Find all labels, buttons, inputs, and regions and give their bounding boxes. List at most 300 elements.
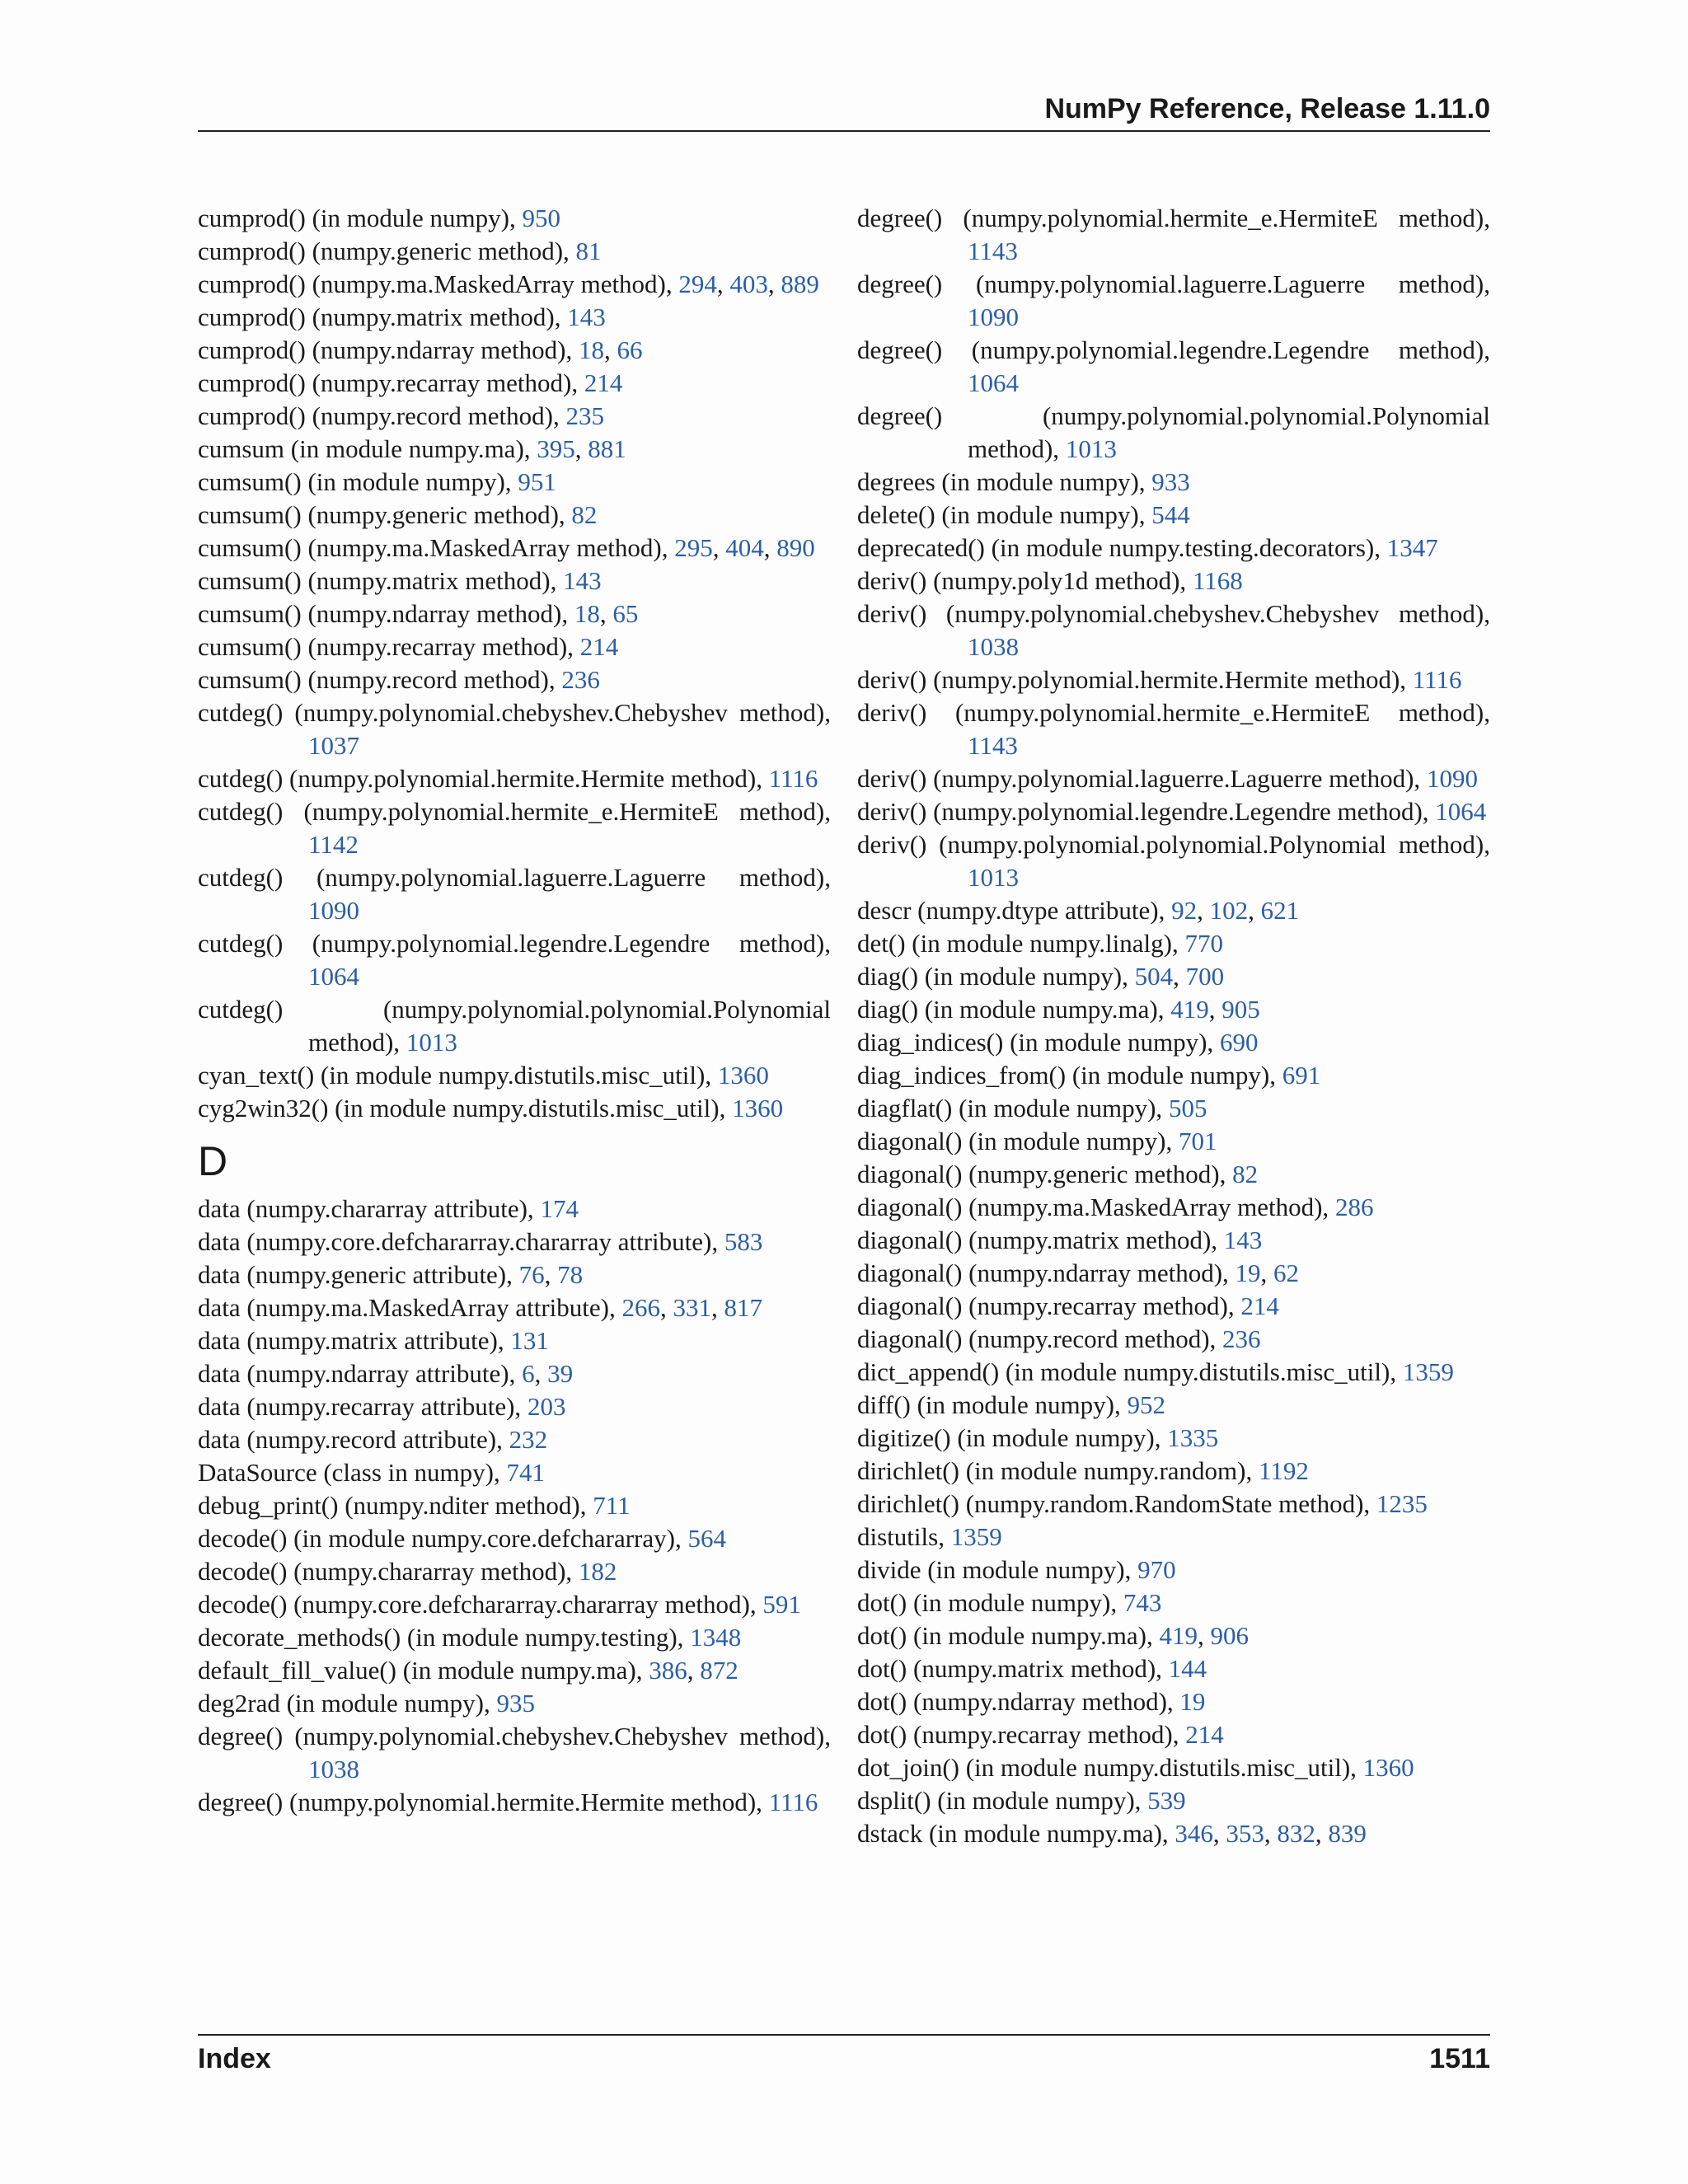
index-entry-term: deriv() (numpy.polynomial.hermite.Hermite method), — [857, 665, 1413, 694]
page-link[interactable]: 1116 — [768, 764, 818, 793]
page-link[interactable]: 174 — [540, 1194, 579, 1223]
index-entry-term: deriv() (numpy.polynomial.polynomial.Polynomial method), — [857, 830, 1490, 859]
index-entry — [857, 1191, 1490, 1224]
index-entry-term: diagonal() (numpy.generic method), — [857, 1160, 1233, 1188]
index-entry — [857, 1652, 1490, 1685]
index-entry — [857, 1751, 1490, 1784]
index-entry — [198, 1720, 831, 1786]
page-link[interactable]: 39 — [547, 1359, 574, 1388]
page-link[interactable]: 1064 — [308, 962, 359, 991]
index-entry — [198, 795, 831, 861]
page-link[interactable]: 143 — [1223, 1226, 1263, 1254]
index-entry — [198, 466, 831, 499]
index-entry — [198, 598, 831, 630]
index-entry-term: cutdeg() (numpy.polynomial.chebyshev.Chebyshev method), — [198, 698, 831, 727]
page-link[interactable]: 1064 — [1435, 797, 1487, 826]
index-entry — [857, 960, 1490, 993]
index-entry-term: deriv() (numpy.polynomial.laguerre.Laguerre method), — [857, 764, 1427, 793]
page-link[interactable]: 331 — [673, 1293, 711, 1322]
index-entry-term: diag_indices_from() (in module numpy), — [857, 1061, 1282, 1090]
page-link[interactable]: 770 — [1184, 929, 1223, 958]
index-entry-term: dot() (in module numpy.ma), — [857, 1621, 1160, 1650]
index-entry — [857, 828, 1490, 894]
page-link[interactable]: 82 — [1232, 1160, 1259, 1188]
page-link[interactable]: 18 — [579, 335, 604, 364]
index-entry-term: data (numpy.generic attribute), — [198, 1260, 519, 1289]
index-entry-term: decode() (in module numpy.core.defchararray), — [198, 1524, 688, 1553]
page-link[interactable]: 232 — [509, 1425, 548, 1454]
page-link[interactable]: 933 — [1151, 467, 1190, 496]
index-entry — [857, 1323, 1490, 1356]
index-entry-term: dstack (in module numpy.ma), — [857, 1819, 1175, 1848]
page-link[interactable]: 266 — [621, 1293, 660, 1322]
page-link[interactable]: 1235 — [1376, 1489, 1428, 1518]
page-link[interactable]: 81 — [575, 237, 602, 265]
page-link[interactable]: 236 — [1222, 1324, 1261, 1353]
index-entry — [198, 532, 831, 565]
index-entry-term: deg2rad (in module numpy), — [198, 1689, 497, 1718]
index-entry-term: cumprod() (numpy.generic method), — [198, 237, 576, 265]
page-link[interactable]: 690 — [1219, 1028, 1259, 1057]
index-entry — [857, 1455, 1490, 1488]
index-entry-term: decode() (numpy.chararray method), — [198, 1557, 579, 1586]
page-link[interactable]: 65 — [612, 599, 639, 628]
index-entry — [198, 630, 831, 663]
page-link[interactable]: 1360 — [717, 1061, 769, 1090]
index-entry-term: degree() (numpy.polynomial.polynomial.Polynomial method), — [857, 401, 1490, 463]
index-entry-term: cutdeg() (numpy.polynomial.polynomial.Polynomial method), — [198, 995, 831, 1057]
page-link[interactable]: 906 — [1210, 1621, 1249, 1650]
page-link[interactable]: 1168 — [1192, 566, 1243, 595]
page-link[interactable]: 1038 — [968, 632, 1019, 661]
index-entry — [857, 795, 1490, 828]
page-link[interactable]: 970 — [1137, 1555, 1176, 1584]
index-entry — [198, 1588, 831, 1621]
index-entry-term: dict_append() (in module numpy.distutils.misc_util), — [857, 1357, 1403, 1386]
index-entry — [198, 433, 831, 466]
page-link[interactable]: 1347 — [1386, 533, 1438, 562]
page-link[interactable]: 951 — [518, 467, 556, 496]
index-entry — [857, 532, 1490, 565]
footer-rule — [198, 2034, 1490, 2036]
page-link[interactable]: 889 — [781, 269, 819, 298]
page-link[interactable]: 1143 — [968, 237, 1018, 265]
index-entry-term: cumsum() (numpy.record method), — [198, 665, 562, 694]
index-entry — [198, 1092, 831, 1125]
index-entry-term: diag() (in module numpy.ma), — [857, 995, 1171, 1024]
index-entry-term: cumsum() (numpy.ndarray method), — [198, 599, 574, 628]
index-entry-term: cumsum() (in module numpy), — [198, 467, 518, 496]
page-number: 1511 — [1429, 2043, 1490, 2074]
index-entry-term: diagonal() (numpy.matrix method), — [857, 1226, 1224, 1254]
page-link[interactable]: 1037 — [308, 731, 359, 760]
page-link[interactable]: 419 — [1170, 995, 1209, 1024]
page-link[interactable]: 504 — [1134, 962, 1174, 991]
page-link[interactable]: 144 — [1168, 1654, 1207, 1683]
index-entry — [198, 993, 831, 1059]
page-link[interactable]: 236 — [561, 665, 600, 694]
section-heading: D — [198, 1138, 228, 1184]
page-link[interactable]: 131 — [510, 1326, 549, 1355]
page-link[interactable]: 583 — [724, 1227, 763, 1256]
index-entry-term: descr (numpy.dtype attribute), — [857, 896, 1172, 925]
index-entry — [857, 1125, 1490, 1158]
index-entry — [198, 1654, 831, 1687]
index-entry — [198, 1193, 831, 1226]
page-link[interactable]: 419 — [1159, 1621, 1198, 1650]
index-entry-term: diag() (in module numpy), — [857, 962, 1135, 991]
index-entry-term: dot() (numpy.ndarray method), — [857, 1687, 1180, 1716]
index-entry — [857, 1224, 1490, 1257]
page-link[interactable]: 950 — [522, 204, 560, 232]
index-entry — [198, 202, 831, 235]
index-entry — [857, 1554, 1490, 1586]
index-entry — [857, 1092, 1490, 1125]
index-entry-term: cutdeg() (numpy.polynomial.laguerre.Laguerre method), — [198, 863, 831, 892]
index-entry — [198, 1621, 831, 1654]
index-entry — [198, 1522, 831, 1555]
index-entry — [857, 499, 1490, 532]
index-entry-term: data (numpy.ma.MaskedArray attribute), — [198, 1293, 622, 1322]
page-link[interactable]: 214 — [1185, 1720, 1224, 1749]
index-entry-term: delete() (in module numpy), — [857, 500, 1152, 529]
page-link[interactable]: 544 — [1151, 500, 1190, 529]
page-link[interactable]: 92 — [1171, 896, 1198, 925]
index-entry-term: diagonal() (in module numpy), — [857, 1127, 1179, 1155]
page-link[interactable]: 905 — [1221, 995, 1260, 1024]
page-link[interactable]: 1064 — [968, 368, 1019, 397]
index-entry-term: data (numpy.recarray attribute), — [198, 1392, 528, 1421]
index-entry-term: dot() (numpy.recarray method), — [857, 1720, 1186, 1749]
index-entry — [198, 861, 831, 927]
index-entry — [198, 301, 831, 334]
index-entry — [857, 1422, 1490, 1455]
index-entry-term: data (numpy.ndarray attribute), — [198, 1359, 523, 1388]
page-link[interactable]: 1013 — [1065, 434, 1117, 463]
page-link[interactable]: 505 — [1168, 1094, 1207, 1122]
index-entry-term: decode() (numpy.core.defchararray.chararray method), — [198, 1590, 763, 1619]
index-entry-term: divide (in module numpy), — [857, 1555, 1138, 1584]
page-ref-separator: , — [1264, 1819, 1278, 1848]
index-entry — [198, 927, 831, 993]
index-entry — [198, 268, 831, 301]
index-entry — [198, 1357, 831, 1390]
index-entry — [198, 334, 831, 367]
page-link[interactable]: 839 — [1328, 1819, 1367, 1848]
index-entry — [857, 466, 1490, 499]
page-link[interactable]: 404 — [725, 533, 764, 562]
page-link[interactable]: 1116 — [1412, 665, 1462, 694]
index-entry — [857, 1026, 1490, 1059]
index-entry-term: degree() (numpy.polynomial.chebyshev.Chebyshev method), — [198, 1722, 831, 1750]
page-link[interactable]: 295 — [674, 533, 713, 562]
index-entry-term: digitize() (in module numpy), — [857, 1423, 1168, 1452]
index-entry — [857, 1059, 1490, 1092]
page-link[interactable]: 62 — [1273, 1258, 1300, 1287]
page-link[interactable]: 1359 — [1402, 1357, 1454, 1386]
page-ref-separator: , — [767, 269, 781, 298]
index-entry-term: deriv() (numpy.polynomial.chebyshev.Chebyshev method), — [857, 599, 1490, 628]
index-entry-term: diagonal() (numpy.ma.MaskedArray method), — [857, 1193, 1335, 1221]
page-link[interactable]: 1090 — [968, 302, 1019, 331]
index-entry — [857, 1488, 1490, 1521]
index-entry-term: cutdeg() (numpy.polynomial.legendre.Legendre method), — [198, 929, 831, 958]
index-entry — [198, 1291, 831, 1324]
index-entry-term: det() (in module numpy.linalg), — [857, 929, 1185, 958]
index-entry — [857, 1784, 1490, 1817]
page-link[interactable]: 66 — [617, 335, 643, 364]
index-entry — [857, 762, 1490, 795]
page-link[interactable]: 711 — [593, 1491, 631, 1520]
index-entry-term: cutdeg() (numpy.polynomial.hermite.Hermite method), — [198, 764, 769, 793]
index-entry-term: diagonal() (numpy.record method), — [857, 1324, 1223, 1353]
page-link[interactable]: 1013 — [968, 863, 1019, 892]
index-entry — [198, 499, 831, 532]
index-entry — [857, 1290, 1490, 1323]
page-link[interactable]: 1090 — [1426, 764, 1478, 793]
index-entry — [198, 235, 831, 268]
index-entry — [857, 1257, 1490, 1290]
page-ref-separator: , — [599, 599, 613, 628]
page-ref-separator: , — [687, 1656, 701, 1685]
index-entry-term: cumprod() (numpy.recarray method), — [198, 368, 584, 397]
index-entry-term: distutils, — [857, 1522, 951, 1551]
page-link[interactable]: 214 — [579, 632, 619, 661]
footer-section-label: Index — [198, 2043, 271, 2074]
index-entry-term: cumprod() (numpy.matrix method), — [198, 302, 568, 331]
page-link[interactable]: 395 — [537, 434, 575, 463]
page-link[interactable]: 1142 — [308, 830, 359, 859]
index-entry — [857, 927, 1490, 960]
index-entry-term: degree() (numpy.polynomial.laguerre.Laguerre method), — [857, 269, 1490, 298]
index-entry — [198, 400, 831, 433]
index-entry-term: cumprod() (numpy.ndarray method), — [198, 335, 579, 364]
page-link[interactable]: 1360 — [732, 1094, 784, 1122]
index-entry — [857, 696, 1490, 762]
page-link[interactable]: 1143 — [968, 731, 1018, 760]
index-entry — [857, 1521, 1490, 1554]
index-entry-term: diagonal() (numpy.ndarray method), — [857, 1258, 1236, 1287]
index-entry — [198, 1489, 831, 1522]
page-link[interactable]: 353 — [1226, 1819, 1264, 1848]
page-link[interactable]: 214 — [1240, 1291, 1279, 1320]
index-entry-term: dot_join() (in module numpy.distutils.misc_util), — [857, 1753, 1363, 1782]
index-column-left — [198, 202, 831, 1819]
index-entry-term: deriv() (numpy.polynomial.legendre.Legendre method), — [857, 797, 1436, 826]
page-ref-separator: , — [604, 335, 617, 364]
index-entry — [857, 598, 1490, 663]
index-entry — [198, 1786, 831, 1819]
index-entry — [857, 1619, 1490, 1652]
index-column-right — [857, 202, 1490, 1850]
index-entry — [857, 993, 1490, 1026]
page-link[interactable]: 881 — [588, 434, 626, 463]
page-ref-separator: , — [544, 1260, 558, 1289]
index-entry-term: cyg2win32() (in module numpy.distutils.misc_util), — [198, 1094, 733, 1122]
index-entry-term: DataSource (class in numpy), — [198, 1458, 507, 1487]
index-entry — [198, 1324, 831, 1357]
header-rule — [198, 130, 1490, 132]
index-entry — [198, 1456, 831, 1489]
page-link[interactable]: 890 — [776, 533, 815, 562]
page-link[interactable]: 214 — [584, 368, 623, 397]
page-link[interactable]: 743 — [1123, 1588, 1162, 1617]
index-entry — [198, 1258, 831, 1291]
index-entry-term: cumsum (in module numpy.ma), — [198, 434, 537, 463]
index-entry — [198, 1555, 831, 1588]
index-entry-term: cumprod() (in module numpy), — [198, 204, 523, 232]
index-entry-term: cumprod() (numpy.record method), — [198, 401, 566, 430]
index-entry-term: deprecated() (in module numpy.testing.decorators), — [857, 533, 1387, 562]
index-entry-term: diagflat() (in module numpy), — [857, 1094, 1169, 1122]
index-entry — [857, 1389, 1490, 1422]
index-entry-term: dsplit() (in module numpy), — [857, 1786, 1148, 1815]
page-ref-separator: , — [659, 1293, 673, 1322]
index-entry — [857, 1817, 1490, 1850]
index-entry — [857, 268, 1490, 334]
index-entry — [198, 1226, 831, 1258]
page-link[interactable]: 1192 — [1258, 1456, 1309, 1485]
index-entry-term: data (numpy.core.defchararray.chararray attribute), — [198, 1227, 724, 1256]
page-link[interactable]: 386 — [649, 1656, 687, 1685]
page-link[interactable]: 182 — [578, 1557, 617, 1586]
page-link[interactable]: 294 — [678, 269, 717, 298]
index-entry — [857, 565, 1490, 598]
page-link[interactable]: 1359 — [950, 1522, 1002, 1551]
page-link[interactable]: 1335 — [1167, 1423, 1219, 1452]
page-ref-separator: , — [1197, 896, 1210, 925]
page-ref-separator: , — [1173, 962, 1186, 991]
index-entry-term: deriv() (numpy.polynomial.hermite_e.HermiteE method), — [857, 698, 1490, 727]
index-entry — [198, 696, 831, 762]
index-entry — [198, 1423, 831, 1456]
index-entry-term: default_fill_value() (in module numpy.ma), — [198, 1656, 649, 1685]
index-entry — [198, 1059, 831, 1092]
index-entry — [198, 1390, 831, 1423]
index-entry — [857, 1158, 1490, 1191]
page-ref-separator: , — [763, 533, 777, 562]
index-entry — [857, 202, 1490, 268]
index-entry — [857, 1356, 1490, 1389]
page-link[interactable]: 691 — [1282, 1061, 1321, 1090]
index-entry-term: dirichlet() (in module numpy.random), — [857, 1456, 1259, 1485]
page-link[interactable]: 82 — [571, 500, 598, 529]
page-link[interactable]: 872 — [700, 1656, 738, 1685]
page-link[interactable]: 591 — [762, 1590, 801, 1619]
index-entry — [857, 1586, 1490, 1619]
page-link[interactable]: 143 — [567, 302, 606, 331]
index-entry — [198, 367, 831, 400]
page-ref-separator: , — [712, 533, 726, 562]
index-entry-term: cumsum() (numpy.recarray method), — [198, 632, 580, 661]
page-link[interactable]: 19 — [1179, 1687, 1206, 1716]
page-link[interactable]: 701 — [1179, 1127, 1217, 1155]
page-ref-separator: , — [1212, 1819, 1226, 1848]
page-ref-separator: , — [1315, 1819, 1329, 1848]
page-ref-separator: , — [1248, 896, 1261, 925]
index-entry-term: diff() (in module numpy), — [857, 1390, 1128, 1419]
index-entry-term: decorate_methods() (in module numpy.testing), — [198, 1623, 691, 1652]
page-link[interactable]: 1038 — [308, 1755, 359, 1783]
page-link[interactable]: 6 — [522, 1359, 535, 1388]
page-link[interactable]: 621 — [1260, 896, 1300, 925]
index-entry-term: diag_indices() (in module numpy), — [857, 1028, 1220, 1057]
index-entry — [198, 565, 831, 598]
page-link[interactable]: 1360 — [1362, 1753, 1414, 1782]
index-entry-term: dot() (numpy.matrix method), — [857, 1654, 1169, 1683]
index-entry — [198, 663, 831, 696]
index-entry — [857, 663, 1490, 696]
index-entry — [857, 1718, 1490, 1751]
page-link[interactable]: 1116 — [768, 1788, 818, 1816]
index-entry — [857, 894, 1490, 927]
index-entry-term: cumsum() (numpy.ma.MaskedArray method), — [198, 533, 675, 562]
page-link[interactable]: 78 — [557, 1260, 584, 1289]
page-link[interactable]: 952 — [1127, 1390, 1165, 1419]
page-link[interactable]: 102 — [1209, 896, 1249, 925]
page-link[interactable]: 235 — [565, 401, 604, 430]
page-ref-separator: , — [710, 1293, 724, 1322]
index-entry — [857, 1685, 1490, 1718]
index-entry-term: cumprod() (numpy.ma.MaskedArray method), — [198, 269, 679, 298]
page-link[interactable]: 1013 — [406, 1028, 457, 1057]
page-link[interactable]: 346 — [1175, 1819, 1213, 1848]
page-ref-separator: , — [1260, 1258, 1274, 1287]
index-entry-term: degrees (in module numpy), — [857, 467, 1152, 496]
page-link[interactable]: 143 — [563, 566, 602, 595]
index-entry-term: diagonal() (numpy.recarray method), — [857, 1291, 1241, 1320]
page-ref-separator: , — [716, 269, 730, 298]
page-ref-separator: , — [574, 434, 588, 463]
index-entry-term: data (numpy.matrix attribute), — [198, 1326, 511, 1355]
index-entry — [857, 334, 1490, 400]
page-link[interactable]: 564 — [687, 1524, 726, 1553]
page-ref-separator: , — [534, 1359, 548, 1388]
running-header: NumPy Reference, Release 1.11.0 — [1044, 93, 1490, 124]
index-entry — [857, 400, 1490, 466]
page-link[interactable]: 18 — [574, 599, 600, 628]
page-ref-separator: , — [1197, 1621, 1211, 1650]
index-entry-term: cutdeg() (numpy.polynomial.hermite_e.HermiteE method), — [198, 797, 831, 826]
page-ref-separator: , — [1208, 995, 1222, 1024]
index-entry-term: data (numpy.record attribute), — [198, 1425, 509, 1454]
index-entry-term: cumsum() (numpy.matrix method), — [198, 566, 564, 595]
page-link[interactable]: 741 — [506, 1458, 545, 1487]
page-link[interactable]: 700 — [1185, 962, 1225, 991]
page-link[interactable]: 817 — [724, 1293, 762, 1322]
page-link[interactable]: 539 — [1147, 1786, 1186, 1815]
index-entry-term: degree() (numpy.polynomial.legendre.Legendre method), — [857, 335, 1490, 364]
index-entry-term: degree() (numpy.polynomial.hermite_e.HermiteE method), — [857, 204, 1490, 232]
page-link[interactable]: 403 — [729, 269, 768, 298]
index-entry — [198, 1687, 831, 1720]
page-link[interactable]: 19 — [1235, 1258, 1261, 1287]
index-entry-term: debug_print() (numpy.nditer method), — [198, 1491, 593, 1520]
page-link[interactable]: 286 — [1334, 1193, 1374, 1221]
index-entry-term: degree() (numpy.polynomial.hermite.Hermite method), — [198, 1788, 769, 1816]
page-link[interactable]: 203 — [527, 1392, 566, 1421]
page-link[interactable]: 76 — [518, 1260, 545, 1289]
index-entry-term: dirichlet() (numpy.random.RandomState method), — [857, 1489, 1376, 1518]
index-entry-term: dot() (in module numpy), — [857, 1588, 1123, 1617]
index-entry-term: cumsum() (numpy.generic method), — [198, 500, 572, 529]
index-entry-term: data (numpy.chararray attribute), — [198, 1194, 541, 1223]
page-link[interactable]: 935 — [496, 1689, 535, 1718]
page-link[interactable]: 1348 — [690, 1623, 742, 1652]
page-link[interactable]: 832 — [1277, 1819, 1315, 1848]
index-entry-term: deriv() (numpy.poly1d method), — [857, 566, 1193, 595]
page-link[interactable]: 1090 — [308, 896, 359, 925]
